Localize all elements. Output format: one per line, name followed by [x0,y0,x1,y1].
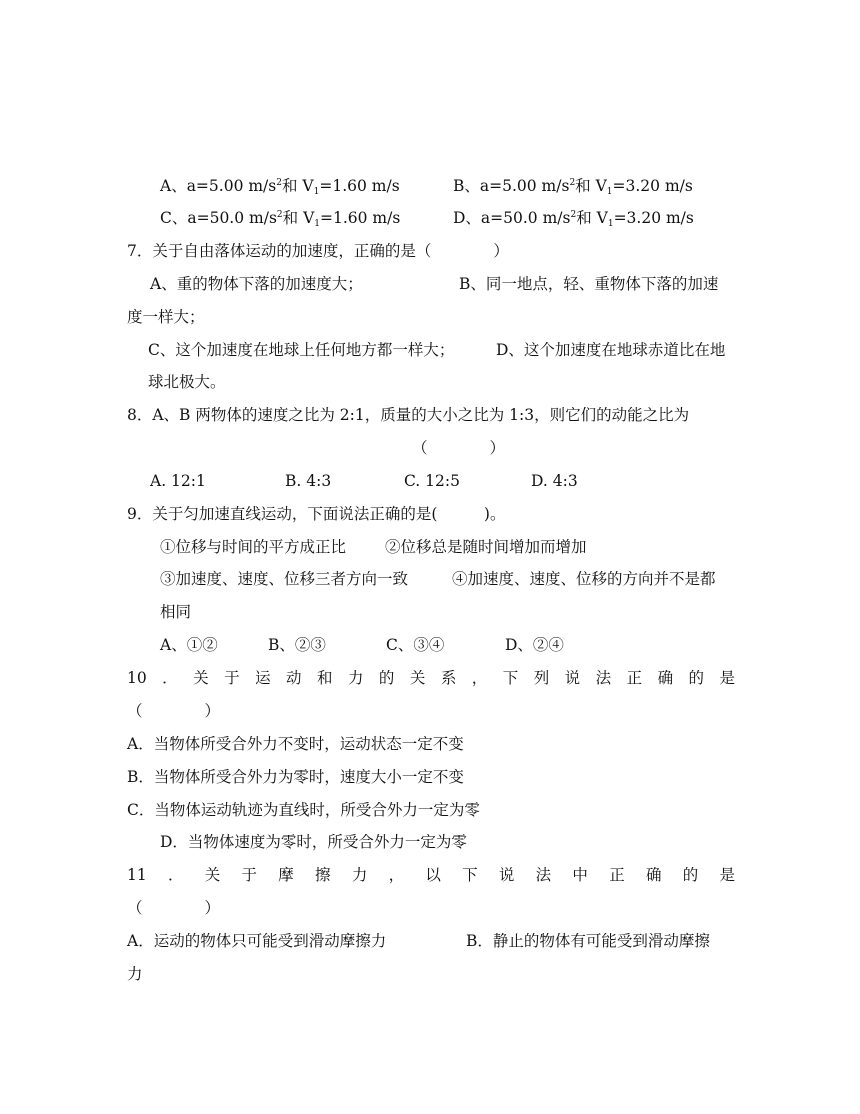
q8-option-c: C. 12:5 [404,472,460,490]
q11-stem: 11．关于摩擦力，以下说法中正确的是 [127,866,735,884]
q10-option-c: C．当物体运动轨迹为直线时，所受合外力一定为零 [127,801,480,819]
q11-answer-blank: （ ） [127,899,221,917]
q8-answer-blank: （ ） [412,439,506,457]
q9-statement-1: ①位移与时间的平方成正比 [160,538,347,556]
q8-stem: 8．A、B 两物体的速度之比为 2:1，质量的大小之比为 1:3，则它们的动能之比为 [127,406,690,424]
q8-option-a: A. 12:1 [150,472,206,490]
q7-option-b: B、同一地点，轻、重物体下落的加速 [459,275,719,293]
q10-option-a: A．当物体所受合外力不变时，运动状态一定不变 [127,735,464,753]
q6-option-a: A、a=5.00 $m/s^2$和 $V_1=1.60$ m/s [160,177,400,197]
q9-option-a: A、①② [160,636,218,654]
q8-option-d: D. 4:3 [531,472,578,490]
q10-option-b: B．当物体所受合外力为零时，速度大小一定不变 [127,768,464,786]
q10-answer-blank: （ ） [127,702,221,720]
q11-option-a: A．运动的物体只可能受到滑动摩擦力 [127,932,387,950]
q11-option-b: B．静止的物体有可能受到滑动摩擦 [466,932,710,950]
q10-option-d: D．当物体速度为零时，所受合外力一定为零 [160,833,467,851]
q7-option-d-cont: 球北极大。 [148,373,226,391]
q9-option-d: D、②④ [505,636,564,654]
q9-option-c: C、③④ [386,636,445,654]
q7-option-d: D、这个加速度在地球赤道比在地 [496,341,726,359]
q6-option-d: D、a=50.0 $m/s^2$和 $V_1=3.20$ m/s [453,209,694,229]
q9-statement-3: ③加速度、速度、位移三者方向一致 [160,570,409,588]
q10-stem: 10．关于运动和力的关系，下列说法正确的是 [127,669,735,687]
q9-statement-4-cont: 相同 [160,603,192,621]
q9-statement-4: ④加速度、速度、位移的方向并不是都 [452,570,716,588]
q7-stem: 7．关于自由落体运动的加速度，正确的是（ ） [127,242,509,260]
q8-option-b: B. 4:3 [285,472,332,490]
q7-option-c: C、这个加速度在地球上任何地方都一样大； [148,341,455,359]
q6-option-b: B、a=5.00 $m/s^2$和 $V_1=3.20$ m/s [453,177,693,197]
q9-statement-2: ②位移总是随时间增加而增加 [385,538,587,556]
q11-option-b-cont: 力 [127,965,143,983]
q9-stem: 9．关于匀加速直线运动，下面说法正确的是( )。 [127,505,506,523]
q6-option-c: C、a=50.0 $m/s^2$和 $V_1=1.60$ m/s [160,209,401,229]
q9-option-b: B、②③ [268,636,326,654]
q7-option-a: A、重的物体下落的加速度大； [150,275,363,293]
q7-option-b-cont: 度一样大； [127,308,205,326]
